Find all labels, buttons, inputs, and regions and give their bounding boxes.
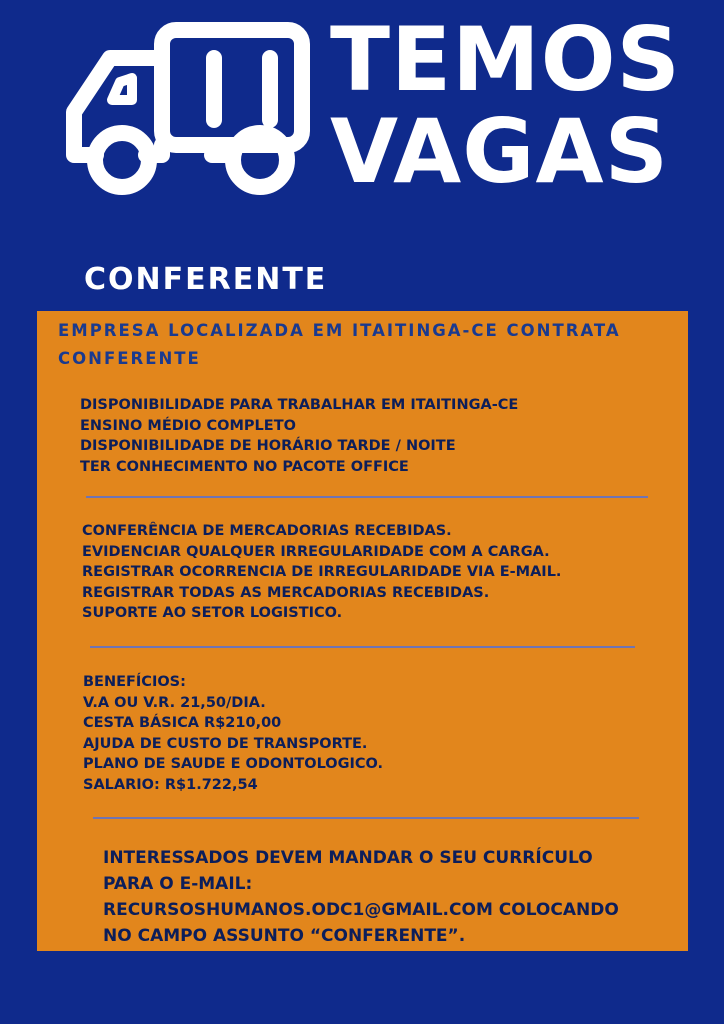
truck-icon xyxy=(62,20,312,200)
cta-line: NO CAMPO ASSUNTO “CONFERENTE”. xyxy=(103,926,466,946)
salary-item: SALARIO: R$1.722,54 xyxy=(83,776,258,793)
benefit-item: PLANO DE SAUDE E ODONTOLOGICO. xyxy=(83,756,384,772)
benefit-item: AJUDA DE CUSTO DE TRANSPORTE. xyxy=(83,735,368,752)
duty-item: CONFERÊNCIA DE MERCADORIAS RECEBIDAS. xyxy=(82,523,452,539)
cta-line: INTERESSADOS DEVEM MANDAR O SEU CURRÍCULO xyxy=(103,848,593,868)
duty-item: SUPORTE AO SETOR LOGISTICO. xyxy=(82,605,343,621)
intro-text: EMPRESA LOCALIZADA EM ITAITINGA-CE CONTRATA CONFERENTE xyxy=(58,321,621,368)
requirements-list xyxy=(80,395,518,477)
requirement-item: ENSINO MÉDIO COMPLETO xyxy=(80,417,296,434)
benefits-list xyxy=(83,672,383,795)
divider xyxy=(90,646,635,648)
duty-item: REGISTRAR TODAS AS MERCADORIAS RECEBIDAS. xyxy=(82,584,490,601)
job-title: CONFERENTE xyxy=(84,262,328,297)
divider xyxy=(86,496,648,498)
application-instructions xyxy=(103,845,673,949)
contact-email: RECURSOSHUMANOS.ODC1@GMAIL.COM COLOCANDO xyxy=(103,900,619,920)
headline-line-1: TEMOS xyxy=(330,8,681,111)
benefit-item: CESTA BÁSICA R$210,00 xyxy=(83,715,282,731)
headline xyxy=(330,8,710,203)
requirement-item: TER CONHECIMENTO NO PACOTE OFFICE xyxy=(80,458,409,475)
requirement-item: DISPONIBILIDADE PARA TRABALHAR EM ITAITINGA-CE xyxy=(80,397,519,413)
headline-line-2: VAGAS xyxy=(330,100,669,203)
job-details-panel xyxy=(37,311,688,951)
divider xyxy=(93,817,639,819)
duty-item: EVIDENCIAR QUALQUER IRREGULARIDADE COM A CARGA. xyxy=(82,543,550,560)
duty-item: REGISTRAR OCORRENCIA DE IRREGULARIDADE VIA E-MAIL. xyxy=(82,564,562,580)
benefit-item: V.A OU V.R. 21,50/DIA. xyxy=(83,694,266,711)
duties-list xyxy=(82,521,561,624)
cta-line: PARA O E-MAIL: xyxy=(103,874,253,894)
benefits-heading: BENEFÍCIOS: xyxy=(83,674,186,690)
requirement-item: DISPONIBILIDADE DE HORÁRIO TARDE / NOITE xyxy=(80,438,456,454)
